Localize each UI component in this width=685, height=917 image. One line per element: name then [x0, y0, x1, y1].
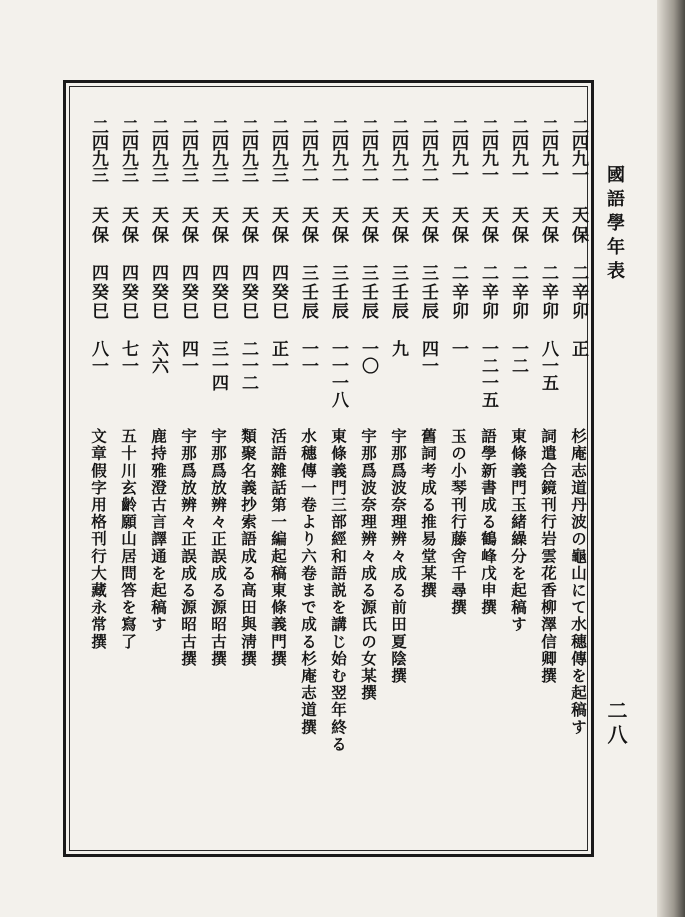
- nengo: 天保: [388, 206, 408, 246]
- year-zodiac: 四癸巳: [238, 264, 258, 321]
- era-year: 二四九一: [538, 118, 558, 182]
- year-zodiac: 四癸巳: [268, 264, 288, 321]
- table-row: [234, 118, 260, 838]
- month-day: 八一五: [538, 340, 558, 391]
- nengo: 天保: [238, 206, 258, 246]
- table-row: [354, 118, 380, 838]
- year-zodiac: 三壬辰: [298, 264, 318, 321]
- era-year: 二四九二: [358, 118, 378, 182]
- nengo: 天保: [508, 206, 528, 246]
- nengo: 天保: [418, 206, 438, 246]
- era-year: 二四九一: [568, 118, 588, 182]
- era-year: 二四九三: [178, 118, 198, 182]
- table-row: [534, 118, 560, 838]
- table-row: [384, 118, 410, 838]
- table-row: [504, 118, 530, 838]
- era-year: 二四九一: [448, 118, 468, 182]
- event-text: 東條義門玉緒繰分を起稿す: [509, 428, 528, 634]
- nengo: 天保: [568, 206, 588, 246]
- year-zodiac: 二辛卯: [448, 264, 468, 321]
- table-row: [84, 118, 110, 838]
- month-day: 九: [388, 340, 408, 357]
- era-year: 二四九一: [478, 118, 498, 182]
- table-row: [564, 118, 590, 838]
- event-text: 杉庵志道丹波の龜山にて水穗傳を起稿す: [569, 428, 588, 736]
- year-zodiac: 二辛卯: [568, 264, 588, 321]
- table-row: [324, 118, 350, 838]
- event-text: 水穗傳一卷より六卷まで成る杉庵志道撰: [299, 428, 318, 736]
- table-row: [174, 118, 200, 838]
- event-text: 類聚名義抄索語成る高田與淸撰: [239, 428, 258, 668]
- era-year: 二四九三: [268, 118, 288, 182]
- month-day: 正: [568, 340, 588, 357]
- month-day: 一一一八: [328, 340, 348, 408]
- month-day: 一一: [298, 340, 318, 374]
- year-zodiac: 四癸巳: [118, 264, 138, 321]
- event-text: 宇那爲放辨々正誤成る源昭古撰: [209, 428, 228, 668]
- era-year: 二四九三: [88, 118, 108, 182]
- era-year: 二四九二: [418, 118, 438, 182]
- event-text: 五十川玄齡願山居問答を寫了: [119, 428, 138, 651]
- nengo: 天保: [178, 206, 198, 246]
- month-day: 正一: [268, 340, 288, 374]
- year-zodiac: 二辛卯: [508, 264, 528, 321]
- month-day: 四一: [178, 340, 198, 374]
- nengo: 天保: [538, 206, 558, 246]
- table-row: [444, 118, 470, 838]
- month-day: 七一: [118, 340, 138, 374]
- era-year: 二四九二: [388, 118, 408, 182]
- table-row: [144, 118, 170, 838]
- month-day: 六六: [148, 340, 168, 374]
- month-day: 二一二: [238, 340, 258, 391]
- nengo: 天保: [268, 206, 288, 246]
- era-year: 二四九二: [328, 118, 348, 182]
- table-row: [294, 118, 320, 838]
- page-edge-shadow: [657, 0, 685, 917]
- nengo: 天保: [298, 206, 318, 246]
- nengo: 天保: [148, 206, 168, 246]
- event-text: 活語雜話第一編起稿東條義門撰: [269, 428, 288, 668]
- year-zodiac: 二辛卯: [538, 264, 558, 321]
- month-day: 一二: [508, 340, 528, 374]
- event-text: 宇那爲波奈理辨々成る源氏の女某撰: [359, 428, 378, 702]
- event-text: 玉の小琴刊行藤舍千尋撰: [449, 428, 468, 617]
- nengo: 天保: [478, 206, 498, 246]
- event-text: 東條義門三部經和語説を講じ始む翌年終る: [329, 428, 348, 753]
- event-text: 舊詞考成る推易堂某撰: [419, 428, 438, 599]
- table-row: [114, 118, 140, 838]
- event-text: 文章假字用格刊行大藏永常撰: [89, 428, 108, 651]
- year-zodiac: 四癸巳: [148, 264, 168, 321]
- running-title: 國語學年表: [604, 165, 625, 285]
- event-text: 語學新書成る鶴峰戊申撰: [479, 428, 498, 617]
- nengo: 天保: [358, 206, 378, 246]
- era-year: 二四九三: [208, 118, 228, 182]
- nengo: 天保: [208, 206, 228, 246]
- month-day: 八一: [88, 340, 108, 374]
- year-zodiac: 三壬辰: [418, 264, 438, 321]
- nengo: 天保: [328, 206, 348, 246]
- month-day: 四一: [418, 340, 438, 374]
- table-row: [474, 118, 500, 838]
- nengo: 天保: [88, 206, 108, 246]
- event-text: 鹿持雅澄古言譯通を起稿す: [149, 428, 168, 634]
- month-day: 一二一五: [478, 340, 498, 408]
- year-zodiac: 四癸巳: [88, 264, 108, 321]
- table-row: [204, 118, 230, 838]
- page-number: 二八: [604, 700, 628, 748]
- era-year: 二四九三: [148, 118, 168, 182]
- year-zodiac: 三壬辰: [358, 264, 378, 321]
- event-text: 宇那爲放辨々正誤成る源昭古撰: [179, 428, 198, 668]
- nengo: 天保: [448, 206, 468, 246]
- year-zodiac: 四癸巳: [208, 264, 228, 321]
- era-year: 二四九三: [238, 118, 258, 182]
- month-day: 一〇: [358, 340, 378, 374]
- year-zodiac: 三壬辰: [388, 264, 408, 321]
- month-day: 三一四: [208, 340, 228, 391]
- table-row: [264, 118, 290, 838]
- era-year: 二四九二: [298, 118, 318, 182]
- event-text: 宇那爲波奈理辨々成る前田夏陰撰: [389, 428, 408, 685]
- nengo: 天保: [118, 206, 138, 246]
- year-zodiac: 三壬辰: [328, 264, 348, 321]
- table-row: [414, 118, 440, 838]
- year-zodiac: 二辛卯: [478, 264, 498, 321]
- event-text: 詞遣合鏡刊行岩雲花香柳澤信卿撰: [539, 428, 558, 685]
- month-day: 一: [448, 340, 468, 357]
- era-year: 二四九一: [508, 118, 528, 182]
- era-year: 二四九三: [118, 118, 138, 182]
- year-zodiac: 四癸巳: [178, 264, 198, 321]
